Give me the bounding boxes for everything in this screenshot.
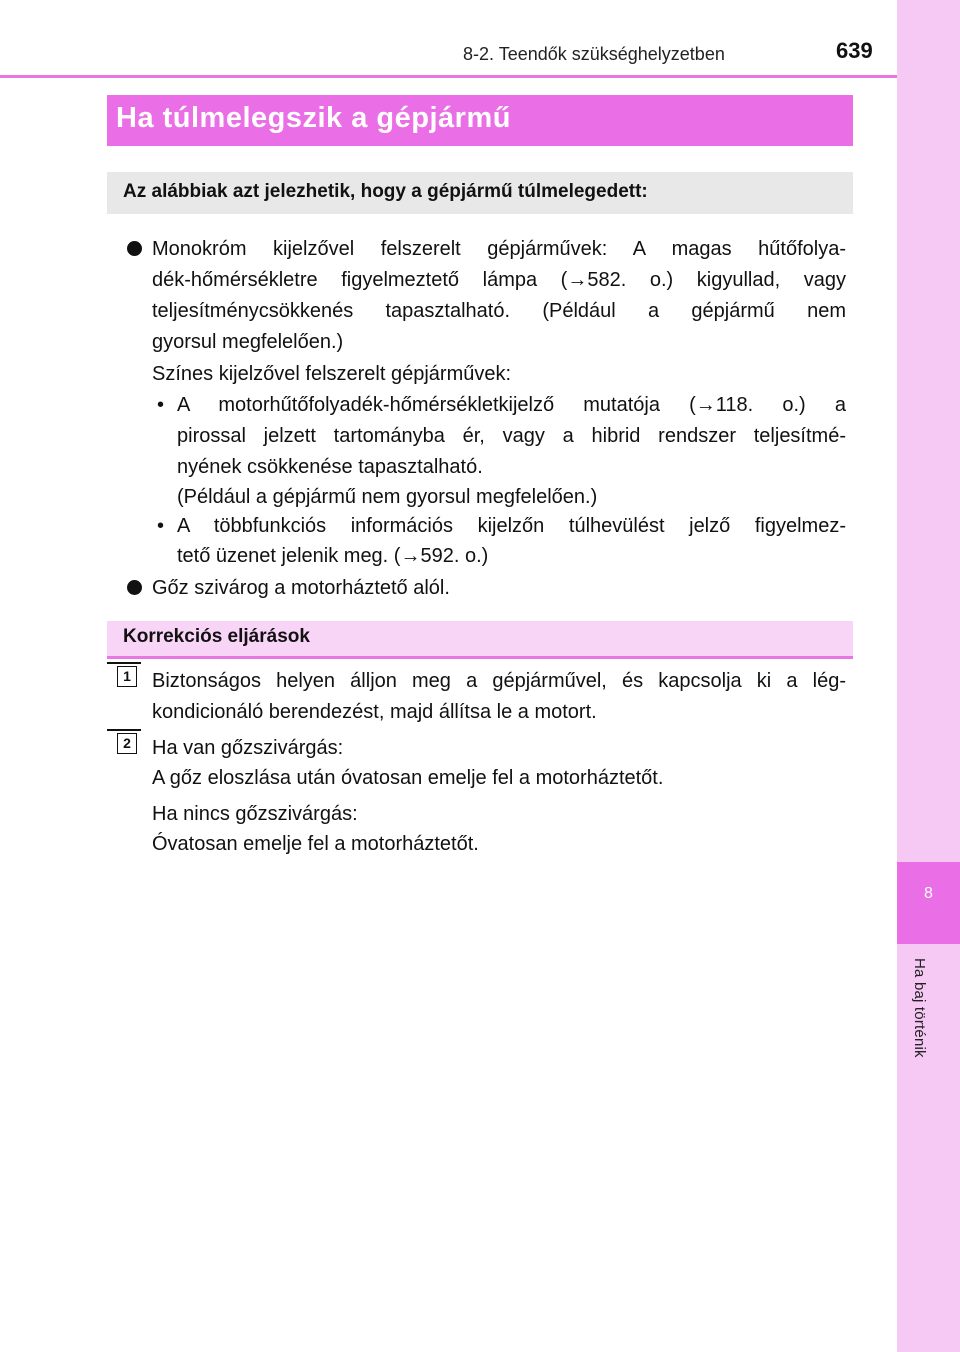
step-2-line: Ha van gőzszivárgás: xyxy=(152,737,344,759)
section-title: 8-2. Teendők szükséghelyzetben xyxy=(463,44,725,64)
procedure-heading: Korrekciós eljárások xyxy=(123,626,310,647)
symptoms-heading: Az alábbiak azt jelezhetik, hogy a gépjármű túlmelegedett: xyxy=(123,181,648,202)
header-rule xyxy=(0,75,897,78)
step-rule xyxy=(107,662,141,664)
page-title: Ha túlmelegszik a gépjármű xyxy=(116,102,511,134)
chapter-number: 8 xyxy=(924,885,933,902)
sub-bullet: • xyxy=(157,394,165,416)
sub-item-1-line: nyének csökkenése tapasztalható. xyxy=(177,456,483,478)
sub-item-1-line: (Például a gépjármű nem gyorsul megfelelően.) xyxy=(177,486,598,508)
step-2-line: Óvatosan emelje fel a motorháztetőt. xyxy=(152,833,479,855)
step-1-line: Biztonságos helyen álljon meg a gépjárművel, és kapcsolja ki a lég- xyxy=(152,670,846,692)
sub-item-1-line: A motorhűtőfolyadék-hőmérsékletkijelző mutatója (→118. o.) a xyxy=(177,394,846,416)
symptom-1-line: Monokróm kijelzővel felszerelt gépjárművek: A magas hűtőfolya- xyxy=(152,238,846,260)
symptom-1-line: teljesítménycsökkenés tapasztalható. (Például a gépjármű nem xyxy=(152,300,846,322)
bullet-dot xyxy=(127,580,142,595)
page-title-bar xyxy=(107,95,853,146)
step-2-number: 2 xyxy=(117,733,137,754)
chapter-side-tab xyxy=(897,0,960,1352)
page-number: 639 xyxy=(836,38,873,63)
chapter-title: Ha baj történik xyxy=(911,958,928,1058)
sub-item-2-line: A többfunkciós információs kijelzőn túlhevülést jelző figyelmez- xyxy=(177,515,846,537)
sub-bullet: • xyxy=(157,515,165,537)
chapter-number-box xyxy=(897,862,960,944)
symptom-2: Gőz szivárog a motorháztető alól. xyxy=(152,577,450,599)
sub-item-1-line: pirossal jelzett tartományba ér, vagy a hibrid rendszer teljesítmé- xyxy=(177,425,846,447)
sub-item-2-line: tető üzenet jelenik meg. (→592. o.) xyxy=(177,545,489,567)
step-2-line: Ha nincs gőzszivárgás: xyxy=(152,803,358,825)
step-rule xyxy=(107,729,141,731)
procedure-heading-bar xyxy=(107,621,853,659)
symptom-1-color-display: Színes kijelzővel felszerelt gépjárművek: xyxy=(152,363,512,385)
symptom-1-line: dék-hőmérsékletre figyelmeztető lámpa (→582. o.) kigyullad, vagy xyxy=(152,269,846,291)
step-2-line: A gőz eloszlása után óvatosan emelje fel a motorháztetőt. xyxy=(152,767,664,789)
step-1-number: 1 xyxy=(117,666,137,687)
symptoms-heading-bar xyxy=(107,172,853,214)
symptom-1-line: gyorsul megfelelően.) xyxy=(152,331,344,353)
step-1-line: kondicionáló berendezést, majd állítsa le a motort. xyxy=(152,701,597,723)
bullet-dot xyxy=(127,241,142,256)
